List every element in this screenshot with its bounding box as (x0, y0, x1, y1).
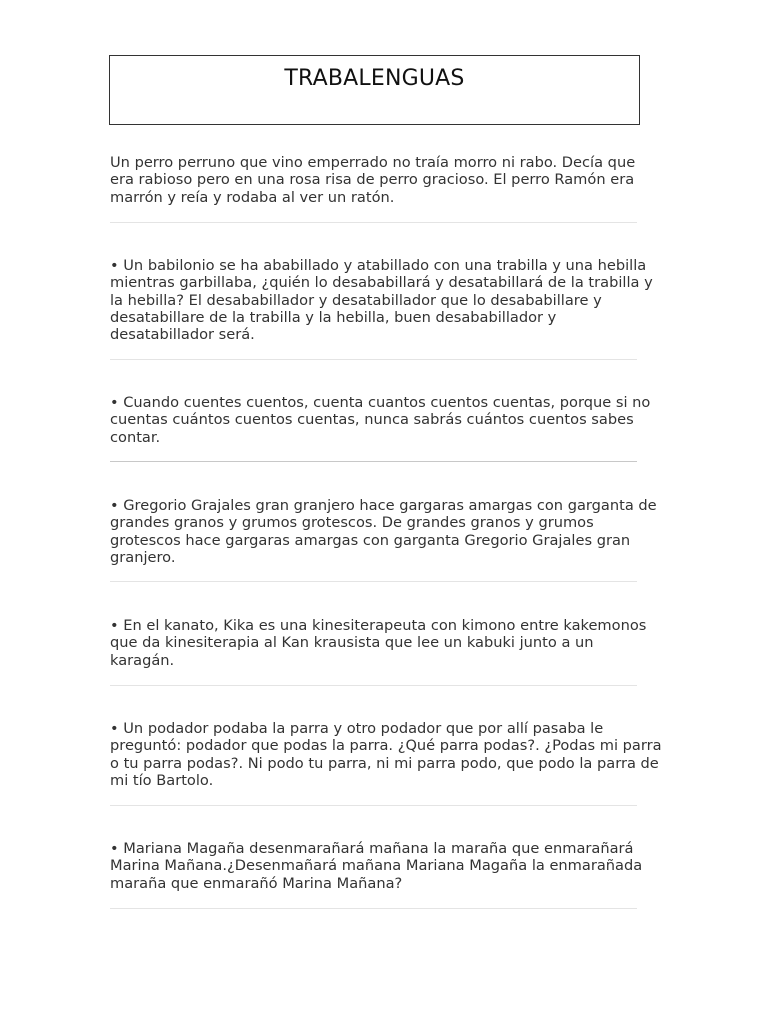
divider (110, 685, 637, 686)
divider (110, 461, 637, 462)
divider (110, 805, 637, 806)
document-title: TRABALENGUAS (284, 66, 465, 91)
divider (110, 581, 637, 582)
tongue-twister-kanato: • En el kanato, Kika es una kinesiterapeuta con kimono entre kakemonos que da kinesiterapia al Kan krausista que lee un kabuki junto a un karagán. (110, 617, 647, 669)
tongue-twister-cuentos: • Cuando cuentes cuentos, cuenta cuantos cuentos cuentas, porque si no cuentas cuántos cuentos cuentas, nunca sabrás cuántos cuentos sabes contar. (110, 394, 651, 446)
tongue-twister-mariana: • Mariana Magaña desenmarañará mañana la maraña que enmarañará Marina Mañana.¿Desenmañará mañana Mariana Magaña la enmarañada maraña que enmarañó Marina Mañana? (110, 840, 643, 892)
tongue-twister-gregorio: • Gregorio Grajales gran granjero hace gargaras amargas con garganta de grandes granos y grumos grotescos. De grandes granos y grumos grotescos hace gargaras amargas con garganta Gregorio Grajales gran granjero. (110, 497, 657, 566)
title-box (109, 55, 640, 125)
tongue-twister-perro: Un perro perruno que vino emperrado no traía morro ni rabo. Decía que era rabioso pero en una rosa risa de perro gracioso. El perro Ramón era marrón y reía y rodaba al ver un ratón. (110, 154, 636, 206)
divider (110, 908, 637, 909)
tongue-twister-babilonio: • Un babilonio se ha ababillado y atabillado con una trabilla y una hebilla mientras garbillaba, ¿quién lo desababillará y desatabillará de la trabilla y la hebilla? El desababillador y desatabillador que lo desababillare y desatabillare de la trabilla y la hebilla, buen desababillador y desatabillador será. (110, 257, 653, 344)
divider (110, 222, 637, 223)
divider (110, 359, 637, 360)
tongue-twister-podador: • Un podador podaba la parra y otro podador que por allí pasaba le preguntó: podador que podas la parra. ¿Qué parra podas?. ¿Podas mi parra o tu parra podas?. Ni podo tu parra, ni mi parra podo, que podo la parra de mi tío Bartolo. (110, 720, 662, 789)
